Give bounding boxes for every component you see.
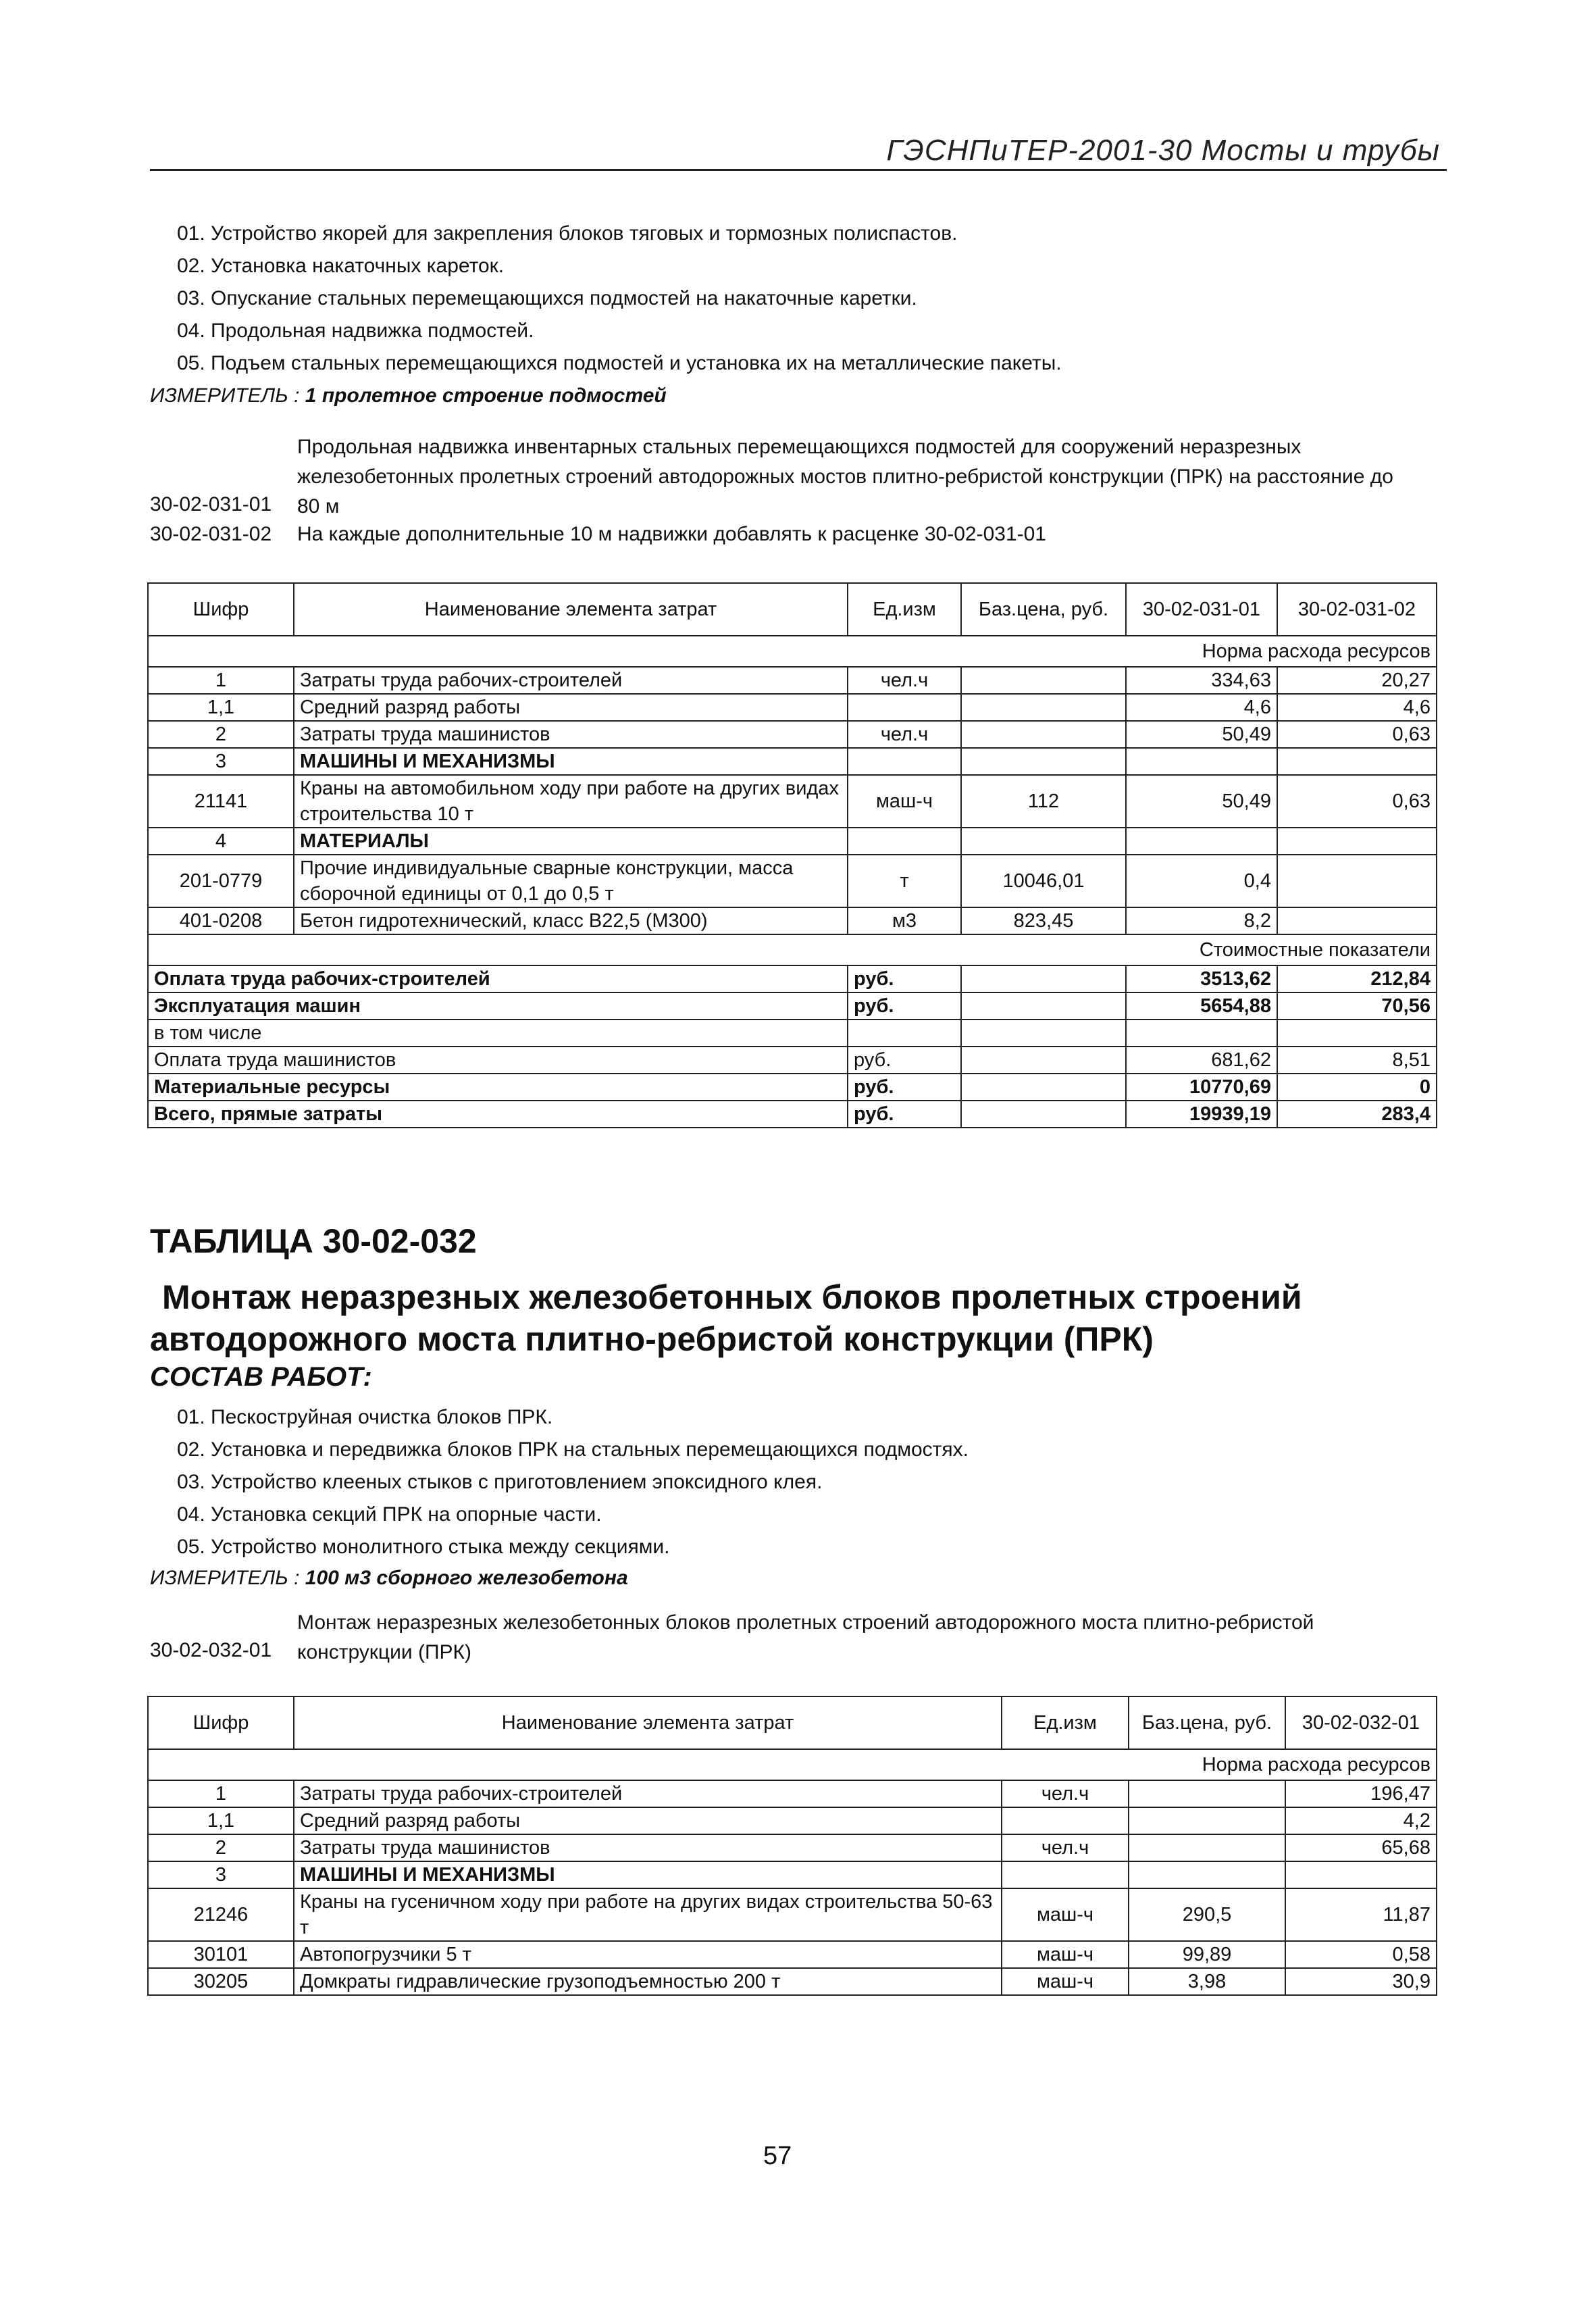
column-header: Наименование элемента затрат (294, 1696, 1002, 1749)
cell-code: 1,1 (148, 694, 294, 721)
column-header: Шифр (148, 583, 294, 636)
norm-label: Норма расхода ресурсов (148, 636, 1437, 667)
cell-price (1129, 1780, 1285, 1807)
resource-table-1 (147, 582, 1437, 1128)
cell-unit (1002, 1807, 1129, 1834)
work-item: 05. Устройство монолитного стыка между секциями. (177, 1536, 670, 1558)
cell-code: 1 (148, 667, 294, 694)
table-row (148, 667, 1437, 694)
column-header: 30-02-032-01 (1285, 1696, 1437, 1749)
cell-code: 30205 (148, 1968, 294, 1995)
cell-name: Затраты труда рабочих-строителей (294, 667, 848, 694)
cell-name: МАШИНЫ И МЕХАНИЗМЫ (294, 1861, 1002, 1888)
cost-value-2: 0 (1277, 1074, 1437, 1101)
measure-label: ИЗМЕРИТЕЛЬ : (150, 1567, 300, 1589)
cost-label-row (148, 934, 1437, 965)
cell-name: Прочие индивидуальные сварные конструкции, масса сборочной единицы от 0,1 до 0,5 т (294, 855, 848, 907)
cell-value-2: 4,6 (1277, 694, 1437, 721)
column-header: Шифр (148, 1696, 294, 1749)
rate-code: 30-02-032-01 (150, 1639, 272, 1661)
cell-code: 21141 (148, 775, 294, 828)
cell-value-1 (1126, 828, 1277, 855)
cost-row (148, 1047, 1437, 1074)
table-row (148, 1941, 1437, 1968)
cell-price (1129, 1861, 1285, 1888)
cost-name: Эксплуатация машин (148, 992, 848, 1020)
cell-price: 290,5 (1129, 1888, 1285, 1941)
cell-code: 21246 (148, 1888, 294, 1941)
cell-unit: чел.ч (1002, 1780, 1129, 1807)
cell-value-2: 0,63 (1277, 775, 1437, 828)
cost-price (961, 1074, 1126, 1101)
work-item: 04. Установка секций ПРК на опорные части. (177, 1503, 602, 1526)
cell-value-1: 4,6 (1126, 694, 1277, 721)
cell-price: 3,98 (1129, 1968, 1285, 1995)
cell-price (961, 828, 1126, 855)
cell-name: Затраты труда рабочих-строителей (294, 1780, 1002, 1807)
cell-name: Затраты труда машинистов (294, 1834, 1002, 1861)
cost-name: в том числе (148, 1020, 848, 1047)
cell-value-1: 50,49 (1126, 775, 1277, 828)
cost-label: Стоимостные показатели (148, 934, 1437, 965)
cell-price (1129, 1834, 1285, 1861)
table-row (148, 828, 1437, 855)
cell-code: 401-0208 (148, 907, 294, 934)
work-item: 01. Устройство якорей для закрепления блоков тяговых и тормозных полиспастов. (177, 222, 958, 245)
cost-value-2: 8,51 (1277, 1047, 1437, 1074)
cell-value-2 (1277, 907, 1437, 934)
work-item: 04. Продольная надвижка подмостей. (177, 320, 534, 342)
work-item: 02. Установка и передвижка блоков ПРК на стальных перемещающихся подмостях. (177, 1438, 969, 1461)
cost-price (961, 1101, 1126, 1128)
cell-code: 30101 (148, 1941, 294, 1968)
cost-value-1: 3513,62 (1126, 965, 1277, 992)
cost-value-2: 283,4 (1277, 1101, 1437, 1128)
cell-value-1: 0,58 (1285, 1941, 1437, 1968)
cell-value-2 (1277, 828, 1437, 855)
cell-price (961, 694, 1126, 721)
description-line: Монтаж неразрезных железобетонных блоков пролетных строений автодорожного моста плитно-ребристой (297, 1611, 1314, 1634)
cell-code: 1,1 (148, 1807, 294, 1834)
description-line: конструкции (ПРК) (297, 1641, 471, 1663)
description-line: Продольная надвижка инвентарных стальных перемещающихся подмостей для сооружений неразрезных (297, 436, 1302, 458)
table-header-row (148, 583, 1437, 636)
cost-value-1: 19939,19 (1126, 1101, 1277, 1128)
cell-name: Средний разряд работы (294, 1807, 1002, 1834)
cell-unit (1002, 1861, 1129, 1888)
table-subtitle-line: Монтаж неразрезных железобетонных блоков пролетных строений (162, 1278, 1302, 1316)
description-2 (297, 1608, 1445, 1667)
cell-value-1: 50,49 (1126, 721, 1277, 748)
cell-price: 10046,01 (961, 855, 1126, 907)
cost-unit: руб. (848, 1047, 961, 1074)
cell-price (961, 721, 1126, 748)
cell-value-2: 0,63 (1277, 721, 1437, 748)
cell-code: 201-0779 (148, 855, 294, 907)
cell-unit: м3 (848, 907, 961, 934)
cell-value-1: 0,4 (1126, 855, 1277, 907)
column-header: 30-02-031-02 (1277, 583, 1437, 636)
measure-label: ИЗМЕРИТЕЛЬ : (150, 384, 300, 407)
work-item: 03. Устройство клееных стыков с приготовлением эпоксидного клея. (177, 1471, 823, 1493)
running-header (150, 128, 1447, 171)
table-row (148, 1807, 1437, 1834)
work-list-1 (177, 218, 1062, 380)
cell-value-1: 65,68 (1285, 1834, 1437, 1861)
cell-price (1129, 1807, 1285, 1834)
measure-1 (150, 380, 667, 412)
page-number: 57 (763, 2142, 792, 2170)
cell-code: 4 (148, 828, 294, 855)
cell-name: МАШИНЫ И МЕХАНИЗМЫ (294, 748, 848, 775)
column-header: Ед.изм (848, 583, 961, 636)
table-row (148, 1968, 1437, 1995)
norm-label: Норма расхода ресурсов (148, 1749, 1437, 1780)
cell-value-1: 4,2 (1285, 1807, 1437, 1834)
work-item: 01. Пескоструйная очистка блоков ПРК. (177, 1406, 553, 1428)
cell-code: 1 (148, 1780, 294, 1807)
cell-name: Домкраты гидравлические грузоподъемностью 200 т (294, 1968, 1002, 1995)
table-row (148, 1834, 1437, 1861)
cell-value-1: 8,2 (1126, 907, 1277, 934)
cell-code: 2 (148, 1834, 294, 1861)
table-row (148, 721, 1437, 748)
table-row (148, 907, 1437, 934)
cost-unit: руб. (848, 992, 961, 1020)
cell-value-2 (1277, 748, 1437, 775)
cell-value-1 (1126, 748, 1277, 775)
cell-name: Краны на автомобильном ходу при работе на других видах строительства 10 т (294, 775, 848, 828)
cell-unit (848, 748, 961, 775)
cell-name: Средний разряд работы (294, 694, 848, 721)
rate-code: 30-02-031-01 (150, 493, 272, 515)
table-title: ТАБЛИЦА 30-02-032 (150, 1222, 477, 1260)
work-item: 05. Подъем стальных перемещающихся подмостей и установка их на металлические пакеты. (177, 352, 1062, 374)
cell-price: 112 (961, 775, 1126, 828)
rate-code: 30-02-031-02 (150, 523, 272, 545)
description-line: 80 м (297, 495, 340, 518)
cost-value-2: 212,84 (1277, 965, 1437, 992)
table-subtitle-line: автодорожного моста плитно-ребристой конструкции (ПРК) (150, 1320, 1154, 1358)
cell-price: 823,45 (961, 907, 1126, 934)
table-row (148, 1780, 1437, 1807)
work-item: 02. Установка накаточных кареток. (177, 255, 505, 277)
cell-value-1: 30,9 (1285, 1968, 1437, 1995)
cell-value-1 (1285, 1861, 1437, 1888)
cell-name: МАТЕРИАЛЫ (294, 828, 848, 855)
description-1 (297, 432, 1459, 522)
description-line: железобетонных пролетных строений автодорожных мостов плитно-ребристой конструкции (ПРК) на расстояние до (297, 466, 1393, 488)
column-header: Ед.изм (1002, 1696, 1129, 1749)
cost-name: Всего, прямые затраты (148, 1101, 848, 1128)
table-header-row (148, 1696, 1437, 1749)
cost-price (961, 1047, 1126, 1074)
column-header: Наименование элемента затрат (294, 583, 848, 636)
table-row (148, 775, 1437, 828)
cell-unit: маш-ч (848, 775, 961, 828)
cell-price (961, 748, 1126, 775)
cell-unit: маш-ч (1002, 1888, 1129, 1941)
resource-table-2 (147, 1696, 1437, 1996)
cell-name: Автопогрузчики 5 т (294, 1941, 1002, 1968)
column-header: Баз.цена, руб. (961, 583, 1126, 636)
cost-value-1: 10770,69 (1126, 1074, 1277, 1101)
cell-code: 3 (148, 748, 294, 775)
cell-value-1: 334,63 (1126, 667, 1277, 694)
cell-unit: чел.ч (1002, 1834, 1129, 1861)
cell-name: Затраты труда машинистов (294, 721, 848, 748)
table-row (148, 748, 1437, 775)
cost-name: Оплата труда машинистов (148, 1047, 848, 1074)
work-item: 03. Опускание стальных перемещающихся подмостей на накаточные каретки. (177, 287, 917, 309)
cell-value-1: 196,47 (1285, 1780, 1437, 1807)
cost-row (148, 1101, 1437, 1128)
table-row (148, 694, 1437, 721)
cost-name: Оплата труда рабочих-строителей (148, 965, 848, 992)
cost-unit (848, 1020, 961, 1047)
cell-unit: т (848, 855, 961, 907)
cost-price (961, 1020, 1126, 1047)
cost-price (961, 965, 1126, 992)
cost-value-2 (1277, 1020, 1437, 1047)
composition-label: СОСТАВ РАБОТ: (150, 1362, 372, 1392)
cell-unit: маш-ч (1002, 1941, 1129, 1968)
cost-value-1: 5654,88 (1126, 992, 1277, 1020)
cell-unit: чел.ч (848, 667, 961, 694)
cost-price (961, 992, 1126, 1020)
column-header: Баз.цена, руб. (1129, 1696, 1285, 1749)
cost-row (148, 1074, 1437, 1101)
cost-row (148, 992, 1437, 1020)
cost-row (148, 1020, 1437, 1047)
cell-name: Краны на гусеничном ходу при работе на других видах строительства 50-63 т (294, 1888, 1002, 1941)
cost-unit: руб. (848, 1074, 961, 1101)
work-list-2 (177, 1401, 969, 1563)
cost-row (148, 965, 1437, 992)
table-row (148, 1861, 1437, 1888)
cell-value-1: 11,87 (1285, 1888, 1437, 1941)
cell-price (961, 667, 1126, 694)
table-row (148, 1888, 1437, 1941)
table-row (148, 855, 1437, 907)
header-title: ГЭСНПиТЕР-2001-30 Мосты и трубы (886, 134, 1440, 167)
cell-unit: чел.ч (848, 721, 961, 748)
measure-2 (150, 1562, 628, 1594)
measure-value: 100 м3 сборного железобетона (305, 1567, 628, 1589)
measure-value: 1 пролетное строение подмостей (305, 384, 667, 407)
cell-price: 99,89 (1129, 1941, 1285, 1968)
cell-unit: маш-ч (1002, 1968, 1129, 1995)
cost-value-1 (1126, 1020, 1277, 1047)
cost-unit: руб. (848, 965, 961, 992)
cost-name: Материальные ресурсы (148, 1074, 848, 1101)
cell-code: 2 (148, 721, 294, 748)
norm-label-row (148, 1749, 1437, 1780)
norm-label-row (148, 636, 1437, 667)
cell-name: Бетон гидротехнический, класс В22,5 (М300) (294, 907, 848, 934)
cost-value-2: 70,56 (1277, 992, 1437, 1020)
cell-value-2: 20,27 (1277, 667, 1437, 694)
cell-unit (848, 694, 961, 721)
cell-code: 3 (148, 1861, 294, 1888)
column-header: 30-02-031-01 (1126, 583, 1277, 636)
cell-value-2 (1277, 855, 1437, 907)
cost-unit: руб. (848, 1101, 961, 1128)
cell-unit (848, 828, 961, 855)
cost-value-1: 681,62 (1126, 1047, 1277, 1074)
description-line: На каждые дополнительные 10 м надвижки добавлять к расценке 30-02-031-01 (297, 523, 1046, 545)
